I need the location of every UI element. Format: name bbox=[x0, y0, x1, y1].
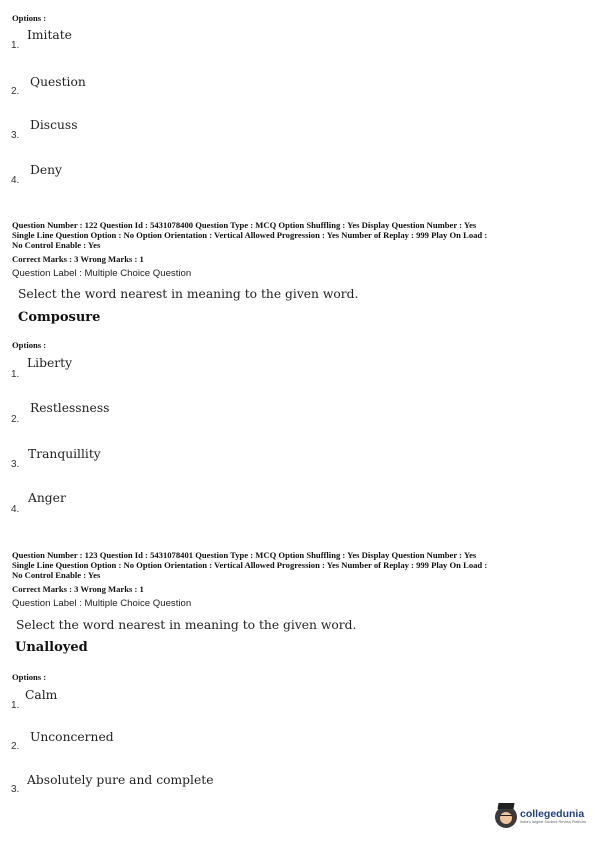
options-heading: Options : bbox=[12, 340, 47, 350]
question-label: Question Label : Multiple Choice Question bbox=[12, 268, 192, 279]
question-meta-line-1: Question Number : 122 Question Id : 5431078400 Question Type : MCQ Option Shuffling : Yes Display Question Number : Yes bbox=[12, 220, 477, 230]
option-text: Absolutely pure and complete bbox=[27, 773, 214, 787]
option-number: 4. bbox=[11, 175, 20, 186]
option-number: 3. bbox=[11, 784, 20, 795]
question-instruction: Select the word nearest in meaning to the given word. bbox=[18, 287, 359, 301]
option-number: 3. bbox=[11, 459, 20, 470]
question-word: Composure bbox=[18, 310, 101, 325]
logo-name: collegedunia bbox=[520, 808, 585, 820]
option-text: Restlessness bbox=[30, 401, 110, 415]
option-number: 2. bbox=[11, 741, 20, 752]
options-heading: Options : bbox=[12, 13, 47, 23]
option-number: 1. bbox=[11, 40, 20, 51]
option-text: Imitate bbox=[27, 28, 72, 42]
question-meta-line-2: Single Line Question Option : No Option Orientation : Vertical Allowed Progression : Yes Number of Replay : 999 Play On Load : bbox=[12, 560, 488, 570]
option-number: 1. bbox=[11, 700, 20, 711]
option-text: Liberty bbox=[27, 356, 73, 370]
question-instruction: Select the word nearest in meaning to the given word. bbox=[16, 618, 357, 632]
option-number: 3. bbox=[11, 130, 20, 141]
graduate-mascot-icon bbox=[495, 806, 517, 828]
option-number: 4. bbox=[11, 504, 20, 515]
options-heading: Options : bbox=[12, 672, 47, 682]
option-text: Tranquillity bbox=[28, 447, 101, 461]
logo-tagline: India's largest Student Review Platform bbox=[520, 820, 587, 824]
option-text: Calm bbox=[25, 688, 58, 702]
question-word: Unalloyed bbox=[15, 640, 88, 655]
option-number: 1. bbox=[11, 369, 20, 380]
option-text: Unconcerned bbox=[30, 730, 114, 744]
question-marks: Correct Marks : 3 Wrong Marks : 1 bbox=[12, 584, 144, 594]
question-meta-line-3: No Control Enable : Yes bbox=[12, 240, 101, 250]
option-text: Question bbox=[30, 75, 86, 89]
question-meta-line-2: Single Line Question Option : No Option Orientation : Vertical Allowed Progression : Yes Number of Replay : 999 Play On Load : bbox=[12, 230, 488, 240]
option-number: 2. bbox=[11, 414, 20, 425]
option-text: Anger bbox=[28, 491, 66, 505]
collegedunia-logo bbox=[495, 806, 586, 828]
question-label: Question Label : Multiple Choice Question bbox=[12, 598, 192, 609]
question-meta-line-1: Question Number : 123 Question Id : 5431078401 Question Type : MCQ Option Shuffling : Yes Display Question Number : Yes bbox=[12, 550, 477, 560]
option-number: 2. bbox=[11, 86, 20, 97]
question-marks: Correct Marks : 3 Wrong Marks : 1 bbox=[12, 254, 144, 264]
option-text: Deny bbox=[30, 163, 63, 177]
option-text: Discuss bbox=[30, 118, 78, 132]
question-meta-line-3: No Control Enable : Yes bbox=[12, 570, 101, 580]
